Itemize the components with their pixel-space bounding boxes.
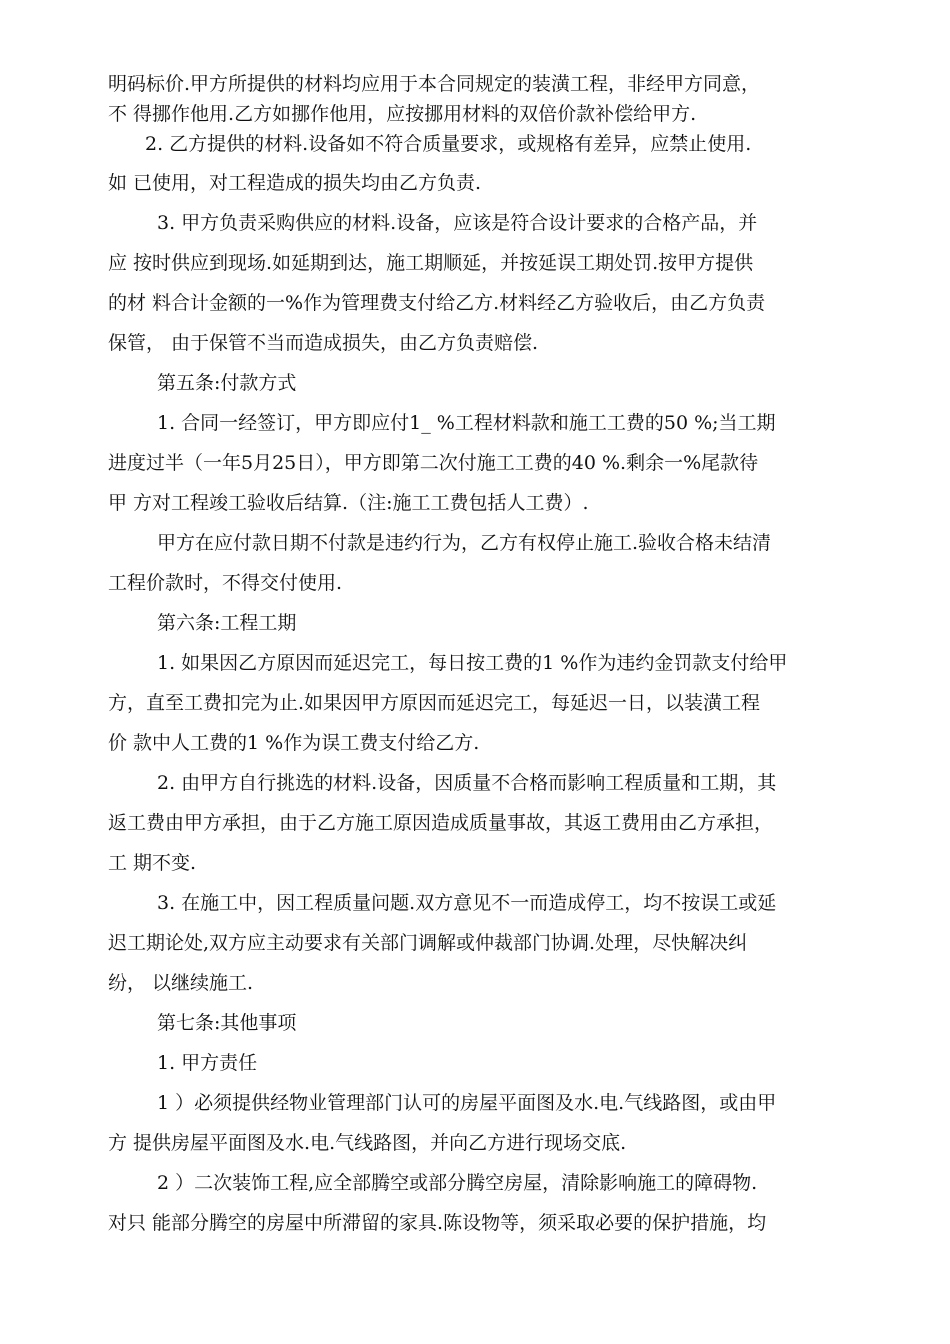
text-line: 纷， 以继续施工. xyxy=(108,972,254,994)
text-line: 返工费由甲方承担，由于乙方施工原因造成质量事故，其返工费用由乙方承担， xyxy=(108,812,774,834)
section-heading: 第五条:付款方式 xyxy=(157,372,297,394)
text-line: 2 ）二次装饰工程,应全部腾空或部分腾空房屋，清除影响施工的障碍物. xyxy=(157,1172,758,1194)
text-line: 1. 如果因乙方原因而延迟完工，每日按工费的1 %作为违约金罚款支付给甲 xyxy=(157,652,788,674)
text-line: 1. 合同一经签订，甲方即应付1_ %工程材料款和施工工费的50 %;当工期 xyxy=(157,412,776,434)
text-line: 1. 甲方责任 xyxy=(157,1052,258,1074)
section-heading: 第六条:工程工期 xyxy=(157,612,297,634)
text-line: 迟工期论处,双方应主动要求有关部门调解或仲裁部门协调.处理，尽快解决纠 xyxy=(108,932,748,954)
text-line: 对只 能部分腾空的房屋中所滞留的家具.陈设物等，须采取必要的保护措施，均 xyxy=(108,1212,767,1234)
text-line: 不 得挪作他用.乙方如挪作他用，应按挪用材料的双倍价款补偿给甲方. xyxy=(108,103,697,125)
text-line: 2. 由甲方自行挑选的材料.设备，因质量不合格而影响工程质量和工期，其 xyxy=(157,772,777,794)
text-line: 如 已使用，对工程造成的损失均由乙方负责. xyxy=(108,172,482,194)
text-line: 价 款中人工费的1 %作为误工费支付给乙方. xyxy=(108,732,480,754)
text-line: 3. 在施工中，因工程质量问题.双方意见不一而造成停工，均不按误工或延 xyxy=(157,892,777,914)
text-line: 进度过半（一年5月25日），甲方即第二次付施工工费的40 %.剩余一%尾款待 xyxy=(108,452,759,474)
text-line: 保管， 由于保管不当而造成损失，由乙方负责赔偿. xyxy=(108,332,539,354)
text-line: 应 按时供应到现场.如延期到达，施工期顺延，并按延误工期处罚.按甲方提供 xyxy=(108,252,754,274)
text-line: 甲方在应付款日期不付款是违约行为，乙方有权停止施工.验收合格未结清 xyxy=(157,532,772,554)
text-line: 甲 方对工程竣工验收后结算.（注:施工工费包括人工费）. xyxy=(108,492,589,514)
text-line: 的材 料合计金额的一%作为管理费支付给乙方.材料经乙方验收后，由乙方负责 xyxy=(108,292,766,314)
text-line: 明码标价.甲方所提供的材料均应用于本合同规定的装潢工程，非经甲方同意， xyxy=(108,73,761,95)
text-line: 方 提供房屋平面图及水.电.气线路图，并向乙方进行现场交底. xyxy=(108,1132,627,1154)
section-heading: 第七条:其他事项 xyxy=(157,1012,297,1034)
text-line: 3. 甲方负责采购供应的材料.设备，应该是符合设计要求的合格产品，并 xyxy=(157,212,758,234)
text-line: 方，直至工费扣完为止.如果因甲方原因而延迟完工，每延迟一日，以装潢工程 xyxy=(108,692,761,714)
text-line: 2. 乙方提供的材料.设备如不符合质量要求，或规格有差异，应禁止使用. xyxy=(145,133,752,155)
text-line: 工程价款时，不得交付使用. xyxy=(108,572,343,594)
text-line: 1 ）必须提供经物业管理部门认可的房屋平面图及水.电.气线路图，或由甲 xyxy=(157,1092,777,1114)
text-line: 工 期不变. xyxy=(108,852,197,874)
